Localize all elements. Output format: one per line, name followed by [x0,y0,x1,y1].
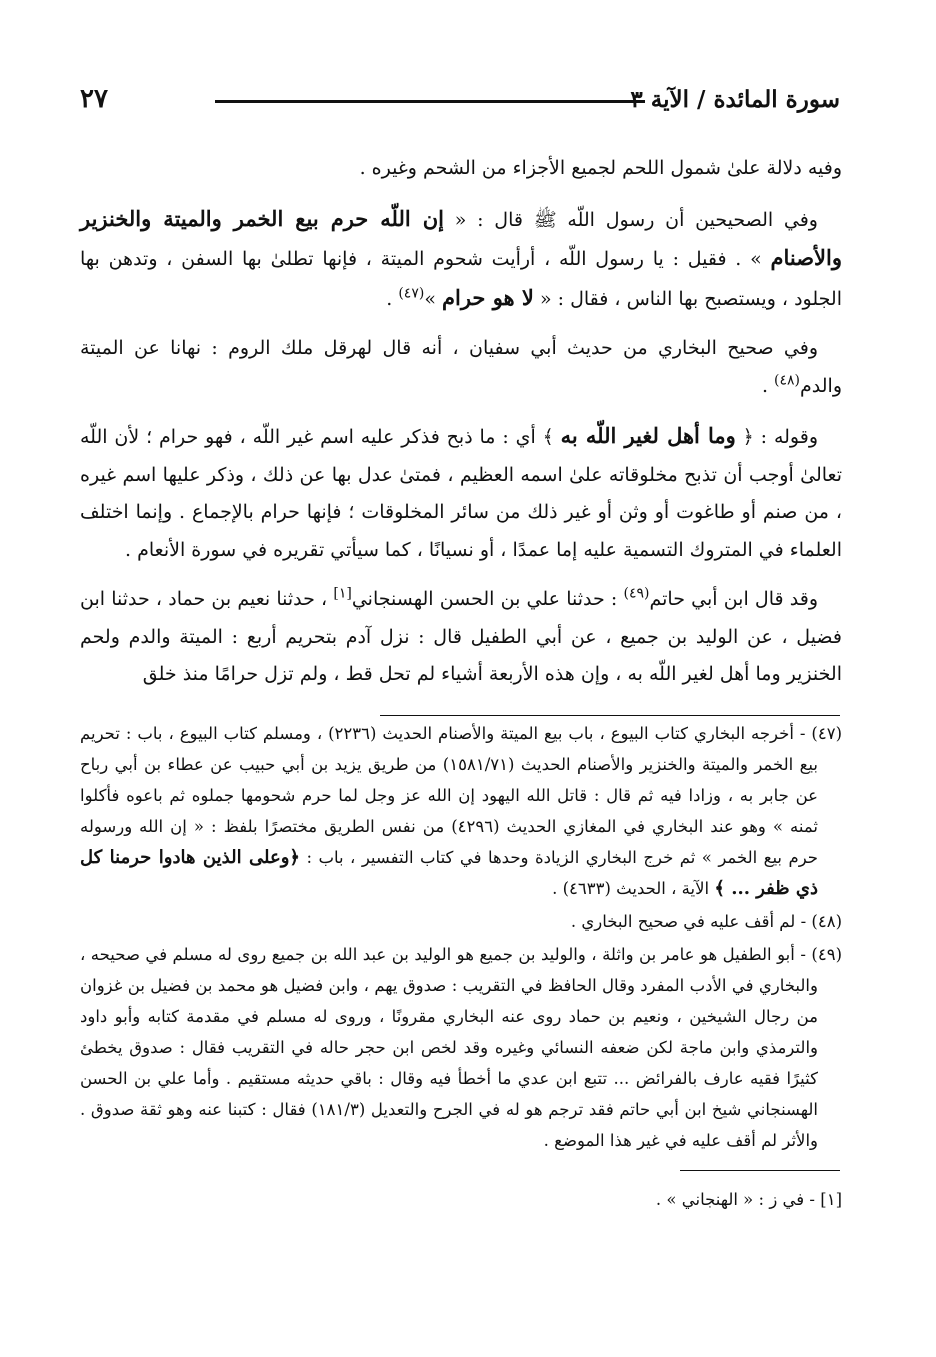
paragraph-2-text-a: وفي الصحيحين أن رسول اللّه ﷺ قال : « [444,208,818,231]
footnote-47-end: الآية ، الحديث (٤٦٣٣) . [552,879,715,898]
footnote-49-text: (٤٩) - أبو الطفيل هو عامر بن واثلة ، والوليد بن جميع هو الوليد بن عبد الله بن جميع روى له مسلم في صحيحه ، والبخاري في الأدب المفرد وقال الحافظ في التقريب : صدوق يهم ، وابن فضيل هو محمد بن فضيل بن غزوان من رجال الشيخين ، ونعيم بن حماد روى عنه البخاري مقرونًا ، وروى له مسلم في مقدمة كتابه وأبو داود والترمذي وابن ماجة لكن ضعفه النسائي وغيره وقد لخص ابن حجر حاله في التقريب فقال : صدوق يخطئ كثيرًا فقيه عارف بالفرائض ... تتبع ابن عدي ما أخطأ فيه وقال : باقي حديثه مستقيم . وأما علي بن الحسن الهسنجاني شيخ ابن أبي حاتم فقد ترجم هو له في الجرح والتعديل (١٨١/٣) فقال : كتبنا عنه وهو ثقة صدوق . والأثر لم أقف عليه في غير هذا الموضع . [80,945,842,1150]
paragraph-3-text-a: وفي صحيح البخاري من حديث أبي سفيان ، أنه قال لهرقل ملك الروم : نهانا عن الميتة والدم [80,337,842,397]
footnote-49 [80,939,842,1156]
footnote-divider [380,715,840,716]
footnote-ref-49[interactable]: (٤٩) [623,585,650,602]
editor-note-ref-1[interactable]: [١] [333,585,352,602]
paragraph-4-text-c: ﴾ أي : ما ذبح فذكر عليه اسم غير اللّه ، فهو حرام ؛ لأن اللّه تعالىٰ أوجب أن تذبح مخلوقاته علىٰ اسمه العظيم ، فمتىٰ عدل بها عن ذلك ، وذكر عليها اسم غيره ، من صنم أو طاغوت أو وثن أو غير ذلك من سائر المخلوقات ؛ فإنها حرام بالإجماع . وإنما اختلف العلماء في المتروك التسمية عليه إما عمدًا ، أو نسيانًا ، كما سيأتي تقريره في سورة الأنعام . [80,426,842,561]
paragraph-3-text-b: . [761,374,775,397]
surah-title: سورة المائدة / الآية ٣ [630,86,840,113]
footnote-47-text: (٤٧) - أخرجه البخاري كتاب البيوع ، باب بيع الميتة والأصنام الحديث (٢٢٣٦) ، ومسلم كتاب البيوع ، باب : تحريم بيع الخمر والميتة والخنزير والأصنام الحديث (١٥٨١/٧١) من طريق يزيد بن أبي حبيب عن عطاء بن أبي رباح عن جابر به ، وزادا فيه ثم قال : قاتل الله اليهود إن الله عز وجل لما حرم شحومها جملوه ثم باعوه فأكلوا ثمنه » وهو عند البخاري في المغازي الحديث (٤٢٩٦) من نفس الطريق مختصرًا بلفظ : « إن الله ورسوله حرم بيع الخمر » ثم خرج البخاري الزيادة وحدها في كتاب التفسير ، باب : [80,724,843,867]
paragraph-5-text-c: ، حدثنا نعيم بن حماد ، حدثنا ابن فضيل ، عن الوليد بن جميع ، عن أبي الطفيل قال : نزل آدم بتحريم أربع : الميتة والدم ولحم الخنزير وما أهل لغير اللّه به ، وإن هذه الأربعة أشياء لم تحل قط ، ولم تزل حرامًا منذ خلق [80,588,842,685]
paragraph-5-text-a: وقد قال ابن أبي حاتم [649,588,818,610]
paragraph-4 [80,417,842,569]
main-text [80,150,842,706]
paragraph-4-text-a: وقوله : ﴿ [735,426,818,448]
paragraph-2-text-c: » . فقيل : يا رسول اللّه ، أرأيت شحوم الميتة ، فإنها تطلىٰ بها السفن ، وتدهن بها الجلود ، ويستصبح بها الناس ، فقال : « [80,248,842,310]
paragraph-5 [80,581,842,694]
paragraph-3 [80,330,842,405]
page-number: ٢٧ [80,84,108,114]
paragraph-2-text-e: » [424,287,442,310]
header-rule [215,100,645,103]
footnote-48-text: (٤٨) - لم أقف عليه في صحيح البخاري . [570,912,842,931]
footnote-47 [80,718,842,904]
editor-note-1: [١] - في ز : « الهنجاني » . [655,1190,842,1209]
paragraph-5-text-b: : حدثنا علي بن الحسن الهسنجاني [351,588,624,610]
footnote-ref-48[interactable]: (٤٨) [774,372,801,389]
paragraph-2-text-f: . [386,287,399,310]
page-header [80,82,840,122]
footnote-47-verse: ﴿وعلى الذين هادوا حرمنا كل ذي ظفر ... ﴾ [80,847,818,899]
quran-verse-quote: وما أهل لغير اللّه به [560,423,736,448]
footnote-48 [80,906,842,937]
editor-notes [80,1185,842,1215]
editor-note-divider [680,1170,840,1171]
hadith-quote-2: لا هو حرام [441,284,534,310]
hadith-quote-1: إن اللّه حرم بيع الخمر والميتة والخنزير والأصنام [80,205,842,270]
footnotes [80,718,842,1158]
paragraph-1-text: وفيه دلالة علىٰ شمول اللحم لجميع الأجزاء من الشحم وغيره . [359,157,842,179]
paragraph-2 [80,200,842,319]
footnote-ref-47[interactable]: (٤٧) [398,285,425,302]
paragraph-1 [80,150,842,188]
